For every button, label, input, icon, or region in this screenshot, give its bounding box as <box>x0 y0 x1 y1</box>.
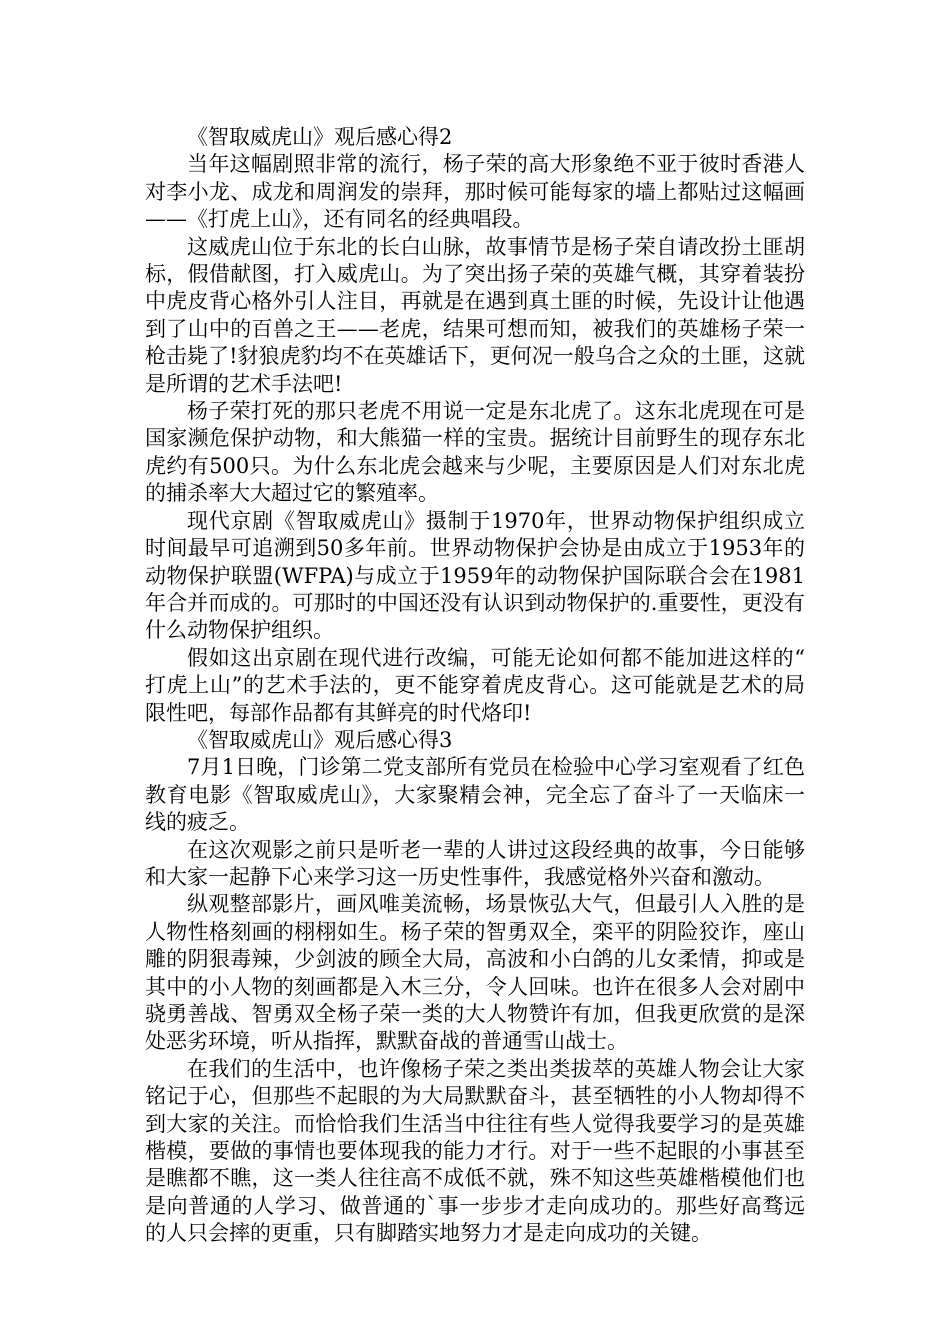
paragraph: 杨子荣打死的那只老虎不用说一定是东北虎了。这东北虎现在可是国家濒危保护动物，和大熊猫一样的宝贵。据统计目前野生的现存东北虎约有500只。为什么东北虎会越来与少呢，主要原因是人们对东北虎的捕杀率大大超过它的繁殖率。 <box>145 399 805 506</box>
section-heading: 《智取威虎山》观后感心得3 <box>187 727 453 752</box>
paragraph: 7月1日晚，门诊第二党支部所有党员在检验中心学习室观看了红色教育电影《智取威虎山》，大家聚精会神，完全忘了奋斗了一天临床一线的疲乏。 <box>145 755 805 835</box>
paragraph: 纵观整部影片，画风唯美流畅，场景恢弘大气，但最引人入胜的是人物性格刻画的栩栩如生。杨子荣的智勇双全，栾平的阴险狡诈，座山雕的阴狠毒辣，少剑波的顾全大局，高波和小白鸽的儿女柔情，抑或是其中的小人物的刻画都是入木三分，令人回味。也许在很多人会对剧中骁勇善战、智勇双全杨子荣一类的大人物赞许有加，但我更欣赏的是深处恶劣环境，听从指挥，默默奋战的普通雪山战士。 <box>145 892 805 1054</box>
section-2 <box>145 124 805 727</box>
section-heading: 《智取威虎山》观后感心得2 <box>187 125 453 149</box>
document-body <box>145 124 805 1248</box>
paragraph: 在这次观影之前只是听老一辈的人讲过这段经典的故事，今日能够和大家一起静下心来学习这一历史性事件，我感觉格外兴奋和激动。 <box>145 837 805 889</box>
paragraph: 在我们的生活中，也许像杨子荣之类出类拔萃的英雄人物会让大家铭记于心，但那些不起眼的为大局默默奋斗，甚至牺牲的小人物却得不到大家的关注。而恰恰我们生活当中往往有些人觉得我要学习的是英雄楷模，要做的事情也要体现我的能力才行。对于一些不起眼的小事甚至是瞧都不瞧，这一类人往往高不成低不就，殊不知这些英雄楷模他们也是向普通的人学习、做普通的`事一步步才走向成功的。那些好高骛远的人只会摔的更重，只有脚踏实地努力才是走向成功的关键。 <box>145 1056 805 1246</box>
section-3 <box>145 727 805 1248</box>
paragraph: 假如这出京剧在现代进行改编，可能无论如何都不能加进这样的“打虎上山”的艺术手法的，更不能穿着虎皮背心。这可能就是艺术的局限性吧，每部作品都有其鲜亮的时代烙印! <box>145 645 805 725</box>
paragraph: 这威虎山位于东北的长白山脉，故事情节是杨子荣自请改扮土匪胡标，假借献图，打入威虎山。为了突出扬子荣的英雄气概，其穿着装扮中虎皮背心格外引人注目，再就是在遇到真土匪的时候，先设计让他遇到了山中的百兽之王——老虎，结果可想而知，被我们的英雄杨子荣一枪击毙了!豺狼虎豹均不在英雄话下，更何况一般乌合之众的土匪，这就是所谓的艺术手法吧! <box>145 234 805 396</box>
paragraph: 现代京剧《智取威虎山》摄制于1970年，世界动物保护组织成立时间最早可追溯到50多年前。世界动物保护会协是由成立于1953年的动物保护联盟(WFPA)与成立于1959年的动物保护国际联合会在1981年合并而成的。可那时的中国还没有认识到动物保护的.重要性，更没有什么动物保护组织。 <box>145 508 805 643</box>
paragraph: 当年这幅剧照非常的流行，杨子荣的高大形象绝不亚于彼时香港人对李小龙、成龙和周润发的崇拜，那时候可能每家的墙上都贴过这幅画——《打虎上山》，还有同名的经典唱段。 <box>145 152 805 232</box>
